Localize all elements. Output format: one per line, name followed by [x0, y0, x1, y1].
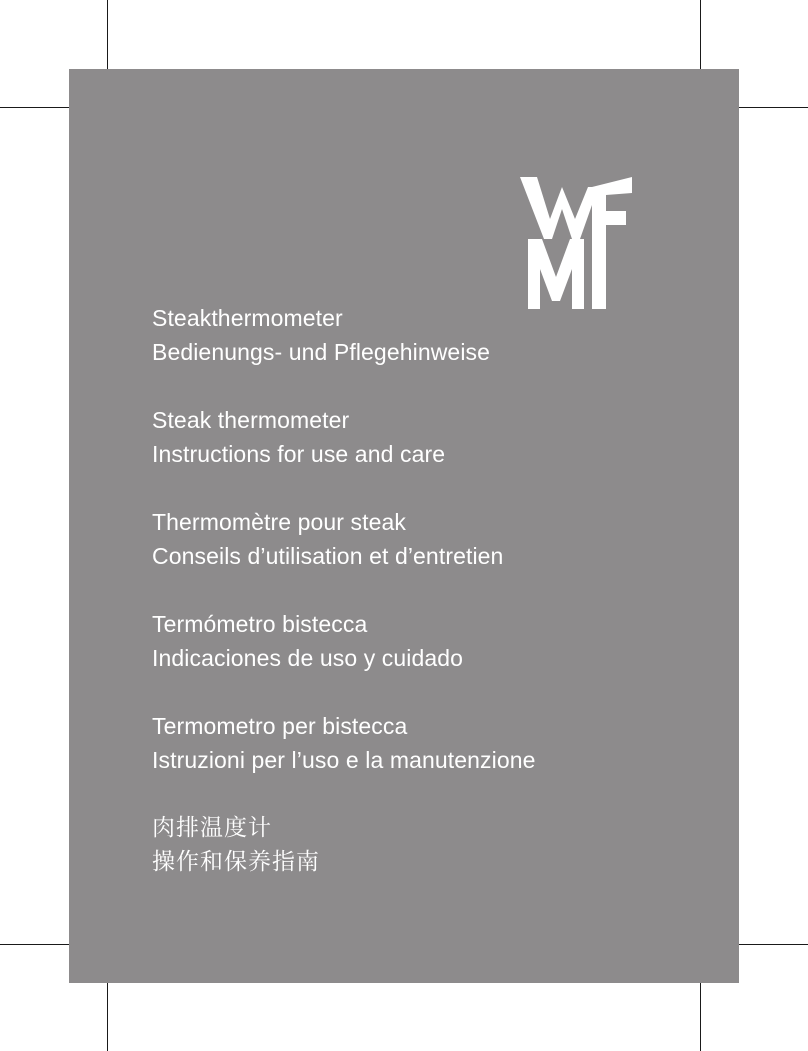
manual-subtitle: Conseils d’utilisation et d’entretien — [152, 543, 504, 569]
crop-mark-top-left — [107, 0, 108, 69]
product-title: Termómetro bistecca — [152, 611, 368, 637]
title-block-it — [152, 709, 536, 777]
title-block-es — [152, 607, 536, 675]
manual-subtitle: Indicaciones de uso y cuidado — [152, 645, 464, 671]
manual-subtitle: Istruzioni per l’uso e la manutenzione — [152, 747, 536, 773]
manual-subtitle: Bedienungs- und Pflegehinweise — [152, 339, 491, 365]
title-block-fr — [152, 505, 536, 573]
manual-subtitle: 操作和保养指南 — [152, 849, 320, 875]
crop-mark-right-bottom — [739, 944, 808, 945]
crop-mark-top-right — [700, 0, 701, 69]
title-block-zh — [152, 811, 536, 879]
product-title: Thermomètre pour steak — [152, 509, 407, 535]
crop-mark-left-bottom — [0, 944, 69, 945]
manual-subtitle: Instructions for use and care — [152, 441, 446, 467]
product-title: Steak thermometer — [152, 407, 350, 433]
crop-mark-left-top — [0, 107, 69, 108]
crop-mark-bottom-left — [107, 983, 108, 1051]
multilingual-titles — [152, 301, 536, 879]
wmf-logo — [520, 175, 632, 309]
product-title: 肉排温度计 — [152, 815, 272, 841]
product-title: Termometro per bistecca — [152, 713, 408, 739]
cover-panel — [69, 69, 739, 983]
title-block-de — [152, 301, 536, 369]
title-block-en — [152, 403, 536, 471]
crop-mark-right-top — [739, 107, 808, 108]
product-title: Steakthermometer — [152, 305, 343, 331]
crop-mark-bottom-right — [700, 983, 701, 1051]
